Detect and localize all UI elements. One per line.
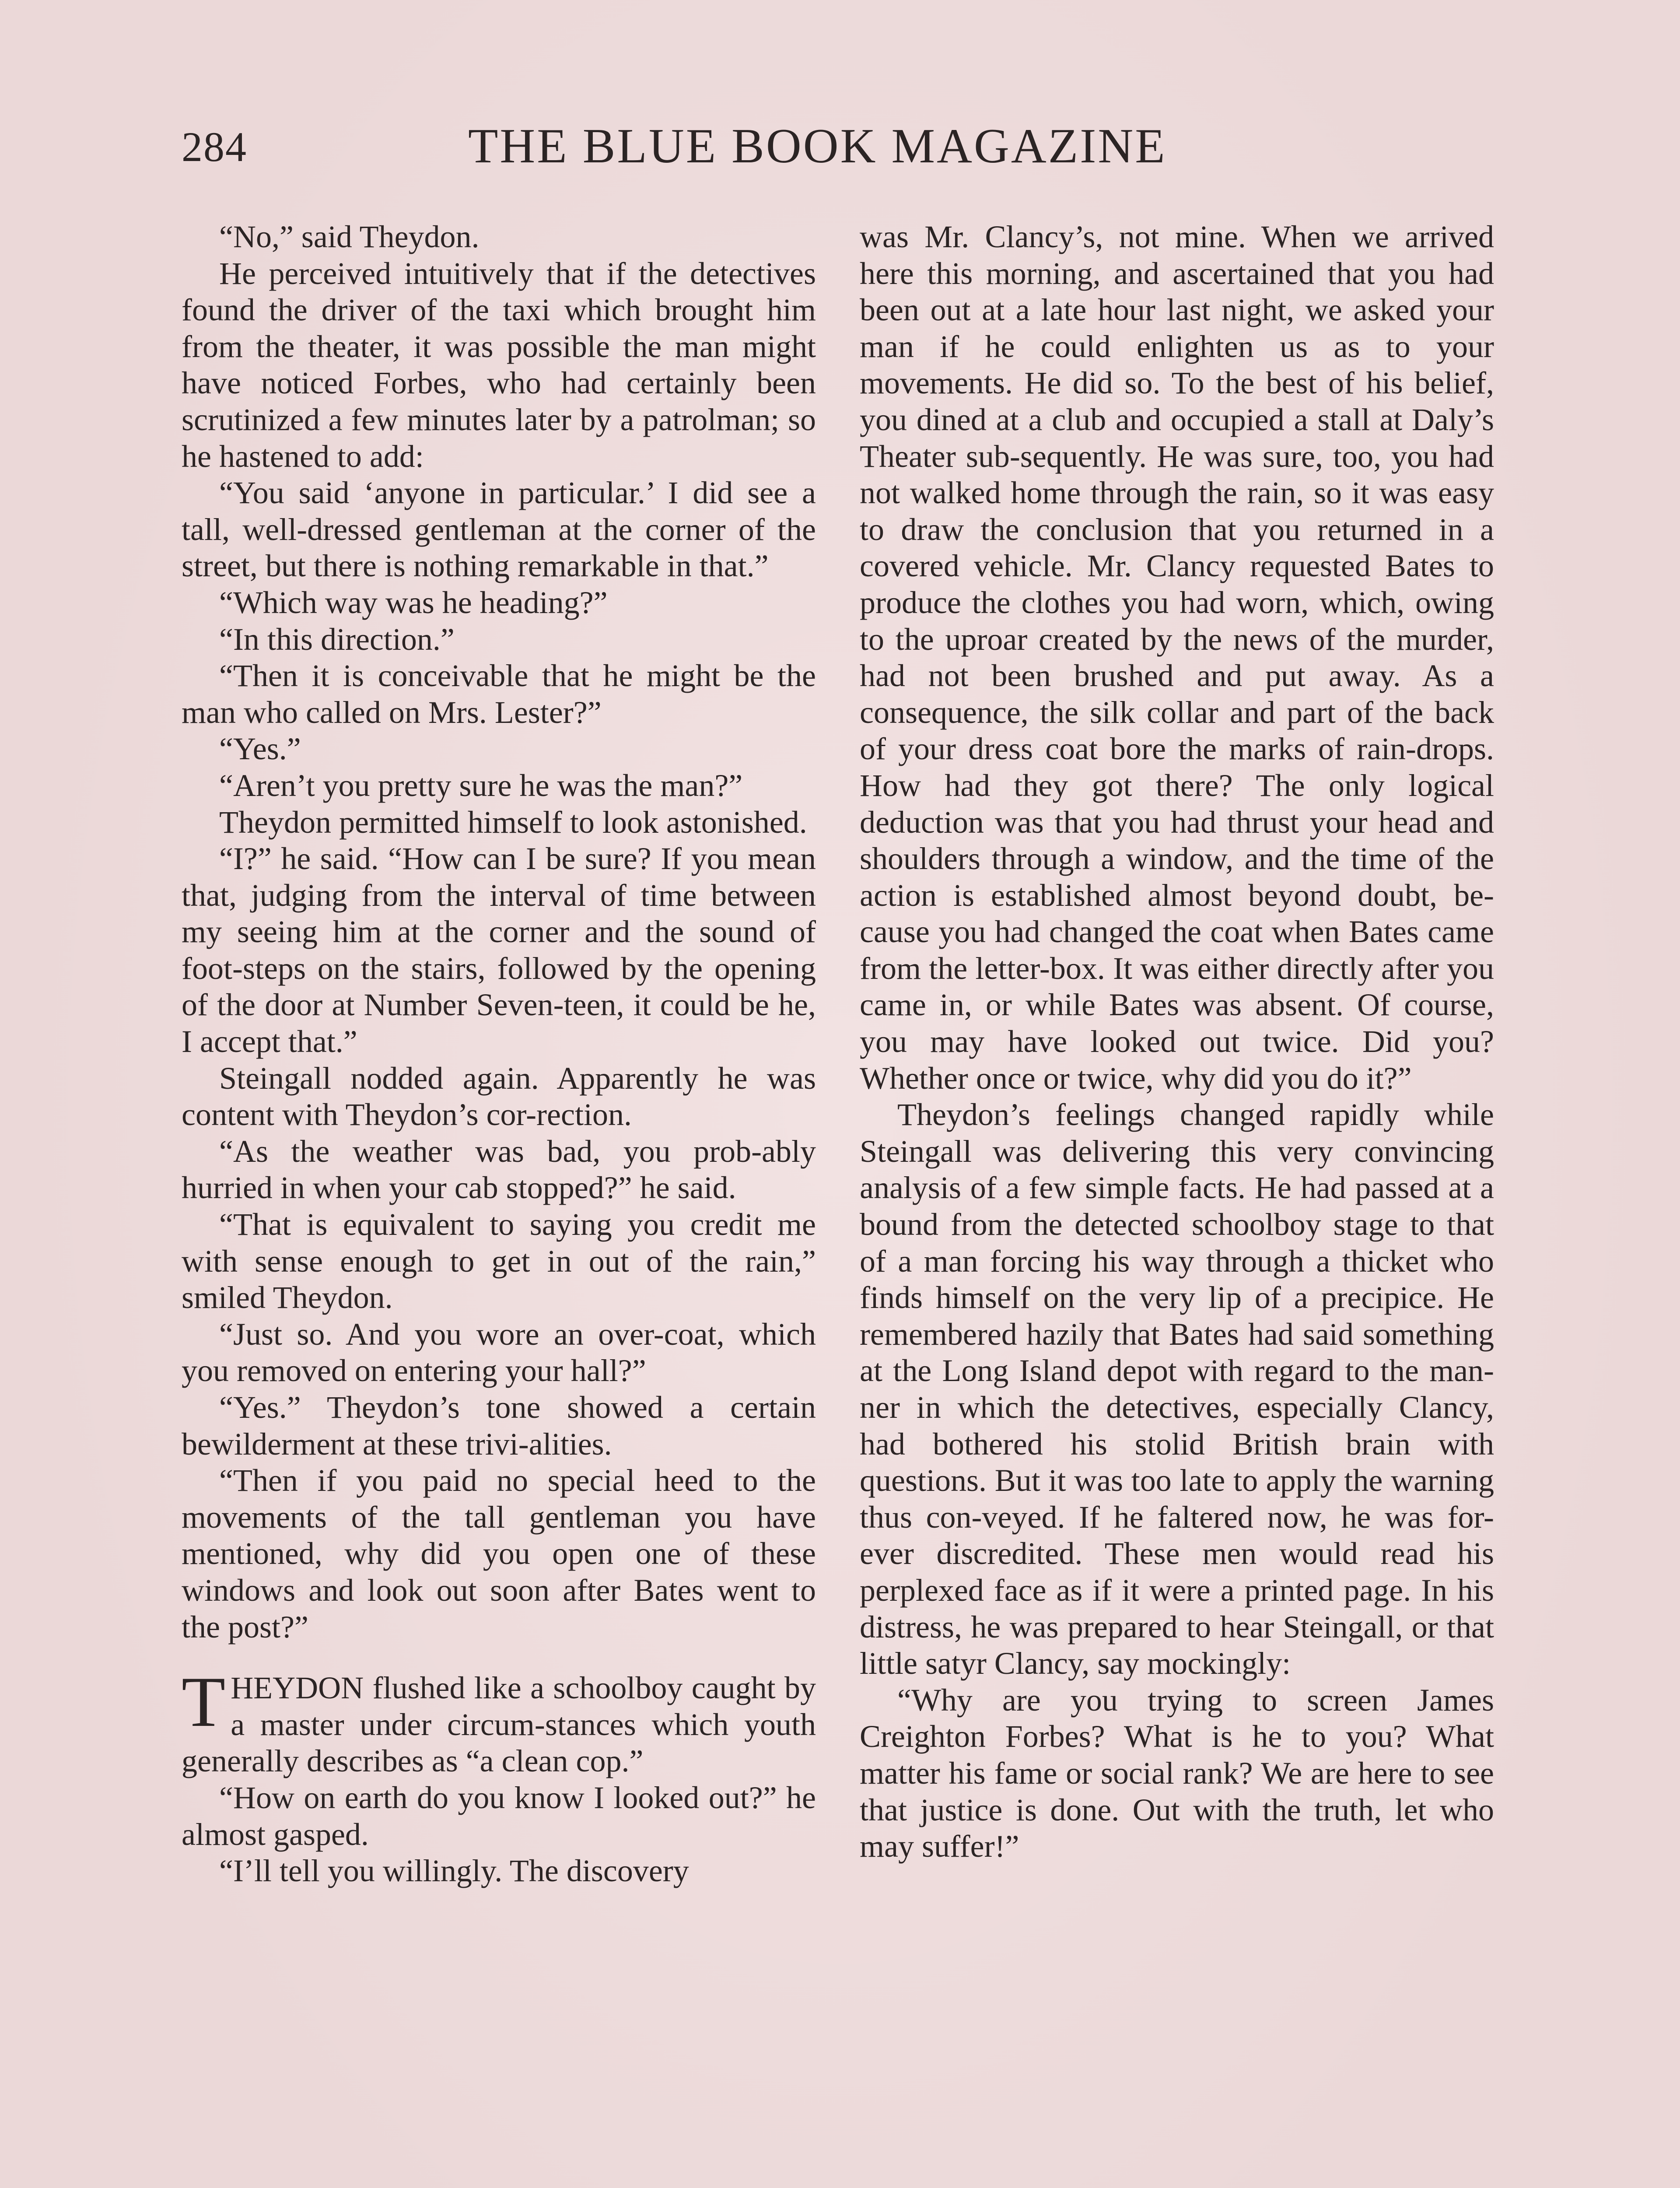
section-opening-text: HEYDON flushed like a schoolboy caught by a master under circum-stances which youth generally describes as “a clean cop.” <box>182 1670 816 1779</box>
paragraph: was Mr. Clancy’s, not mine. When we arrived here this morning, and ascertained that you had been out at a late hour last night, we asked your man if he could enlighten us as to your movements. He did so. To the best of his belief, you dined at a club and occupied a stall at Daly’s Theater sub-sequently. He was sure, too, you had not walked home through the rain, so it was easy to draw the conclusion that you returned in a covered vehicle. Mr. Clancy requested Bates to produce the clothes you had worn, which, owing to the uproar created by the news of the murder, had not been brushed and put away. As a consequence, the silk collar and part of the back of your dress coat bore the marks of rain-drops. How had they got there? The only logical deduction was that you had thrust your head and shoulders through a window, and the time of the action is established almost beyond doubt, be-cause you had changed the coat when Bates came from the letter-box. It was either directly after you came in, or while Bates was absent. Of course, you may have looked out twice. Did you? Whether once or twice, why did you do it?” <box>860 219 1494 1096</box>
running-title: THE BLUE BOOK MAGAZINE <box>468 119 1167 173</box>
paragraph: “Why are you trying to screen James Creighton Forbes? What is he to you? What matter his fame or social rank? We are here to see that justice is done. Out with the truth, let who may suffer!” <box>860 1682 1494 1864</box>
right-column <box>860 219 1494 2188</box>
paragraph: “Aren’t you pretty sure he was the man?” <box>219 768 743 803</box>
paragraph: Theydon’s feelings changed rapidly while Steingall was delivering this very convincing analysis of a few simple facts. He had passed at a bound from the detected schoolboy stage to that of a man forcing his way through a thicket who finds himself on the very lip of a precipice. He remembered hazily that Bates had said something at the Long Island depot with regard to the man-ner in which the detectives, especially Clancy, had bothered his stolid British brain with questions. But it was too late to apply the warning thus con-veyed. If he faltered now, he was for-ever discredited. These men would read his perplexed face as if it were a printed page. In his distress, he was prepared to hear Steingall, or that little satyr Clancy, say mockingly: <box>860 1097 1494 1681</box>
paragraph: “Then if you paid no special heed to the movements of the tall gentleman you have mentioned, why did you open one of these windows and look out soon after Bates went to the post?” <box>182 1463 816 1645</box>
paragraph: “No,” said Theydon. <box>219 219 480 254</box>
paragraph: “Then it is conceivable that he might be the man who called on Mrs. Lester?” <box>182 658 816 730</box>
paragraph: “Yes.” <box>219 731 301 767</box>
page-number: 284 <box>182 123 247 170</box>
paragraph: “That is equivalent to saying you credit me with sense enough to get in out of the rain,” smiled Theydon. <box>182 1207 816 1315</box>
paragraph: “In this direction.” <box>219 621 455 657</box>
page-header <box>182 118 1498 184</box>
paragraph: “You said ‘anyone in particular.’ I did see a tall, well-dressed gentleman at the corner of the street, but there is nothing remarkable in that.” <box>182 475 816 584</box>
left-column <box>182 219 816 2188</box>
paragraph: “Which way was he heading?” <box>219 585 608 620</box>
paragraph: He perceived intuitively that if the detectives found the driver of the taxi which brought him from the theater, it was possible the man might have noticed Forbes, who had certainly been scrutinized a few minutes later by a patrolman; so he hastened to add: <box>182 256 816 474</box>
paragraph: “How on earth do you know I looked out?” he almost gasped. <box>182 1780 816 1852</box>
section-opening-paragraph <box>182 1662 816 1780</box>
paragraph: “I?” he said. “How can I be sure? If you mean that, judging from the interval of time between my seeing him at the corner and the sound of foot-steps on the stairs, followed by the opening of the door at Number Seven-teen, it could be he, I accept that.” <box>182 841 816 1059</box>
paragraph: “Just so. And you wore an over-coat, which you removed on entering your hall?” <box>182 1316 816 1389</box>
paragraph: “I’ll tell you willingly. The discovery <box>219 1853 689 1889</box>
drop-cap: T <box>182 1662 226 1742</box>
paragraph: Theydon permitted himself to look astonished. <box>219 804 807 840</box>
paragraph: “As the weather was bad, you prob-ably hurried in when your cab stopped?” he said. <box>182 1133 816 1206</box>
paragraph: Steingall nodded again. Apparently he was content with Theydon’s cor-rection. <box>182 1060 816 1133</box>
paragraph: “Yes.” Theydon’s tone showed a certain bewilderment at these trivi-alities. <box>182 1390 816 1462</box>
